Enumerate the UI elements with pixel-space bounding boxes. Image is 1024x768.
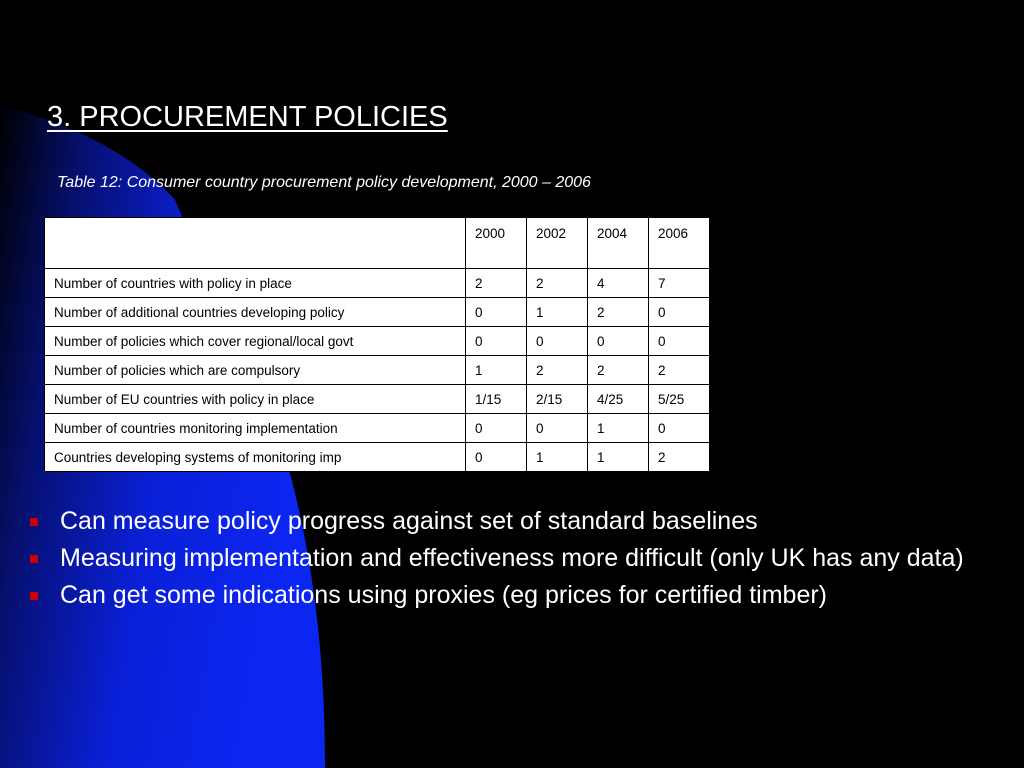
row-label: Countries developing systems of monitoring imp (45, 443, 466, 472)
table-cell: 5/25 (649, 385, 710, 414)
table-header-row (45, 218, 710, 269)
red-square-bullet-icon (30, 518, 38, 526)
bullet-item (30, 505, 990, 538)
table-cell: 0 (466, 327, 527, 356)
table-cell: 2 (649, 443, 710, 472)
bullet-text: Can measure policy progress against set of standard baselines (60, 507, 758, 535)
table-cell: 0 (588, 327, 649, 356)
column-header-2002: 2002 (527, 218, 588, 269)
table-row (45, 327, 710, 356)
bullet-text: Measuring implementation and effectiveness more difficult (only UK has any data) (60, 544, 964, 572)
table-cell: 0 (466, 414, 527, 443)
table-row (45, 269, 710, 298)
table-cell: 4/25 (588, 385, 649, 414)
table-cell: 2 (588, 356, 649, 385)
policy-table (44, 217, 710, 472)
column-header-2004: 2004 (588, 218, 649, 269)
table-cell: 2/15 (527, 385, 588, 414)
table-cell: 1 (588, 414, 649, 443)
table-caption: Table 12: Consumer country procurement policy development, 2000 – 2006 (57, 174, 591, 191)
table-cell: 4 (588, 269, 649, 298)
table-cell: 0 (527, 414, 588, 443)
table-row (45, 414, 710, 443)
column-header-2000: 2000 (466, 218, 527, 269)
table-corner-cell (45, 218, 466, 269)
table-cell: 0 (649, 298, 710, 327)
row-label: Number of countries with policy in place (45, 269, 466, 298)
table-row (45, 356, 710, 385)
table-cell: 1/15 (466, 385, 527, 414)
table-cell: 1 (527, 298, 588, 327)
table-cell: 2 (588, 298, 649, 327)
bullet-item (30, 542, 990, 575)
table-row (45, 385, 710, 414)
bullet-text: Can get some indications using proxies (eg prices for certified timber) (60, 581, 828, 609)
table-row (45, 443, 710, 472)
table-cell: 2 (466, 269, 527, 298)
table-cell: 0 (527, 327, 588, 356)
row-label: Number of countries monitoring implementation (45, 414, 466, 443)
row-label: Number of EU countries with policy in place (45, 385, 466, 414)
column-header-2006: 2006 (649, 218, 710, 269)
table-cell: 0 (649, 327, 710, 356)
table-cell: 7 (649, 269, 710, 298)
table-cell: 2 (527, 269, 588, 298)
table-cell: 1 (588, 443, 649, 472)
row-label: Number of additional countries developing policy (45, 298, 466, 327)
table-cell: 2 (527, 356, 588, 385)
slide-title: 3. PROCUREMENT POLICIES (47, 101, 448, 133)
table-cell: 1 (527, 443, 588, 472)
table-cell: 0 (466, 298, 527, 327)
table-cell: 0 (466, 443, 527, 472)
bullet-list (30, 505, 990, 616)
table-row (45, 298, 710, 327)
row-label: Number of policies which cover regional/local govt (45, 327, 466, 356)
table-cell: 0 (649, 414, 710, 443)
bullet-item (30, 579, 990, 612)
red-square-bullet-icon (30, 555, 38, 563)
table-cell: 1 (466, 356, 527, 385)
table-cell: 2 (649, 356, 710, 385)
row-label: Number of policies which are compulsory (45, 356, 466, 385)
red-square-bullet-icon (30, 592, 38, 600)
